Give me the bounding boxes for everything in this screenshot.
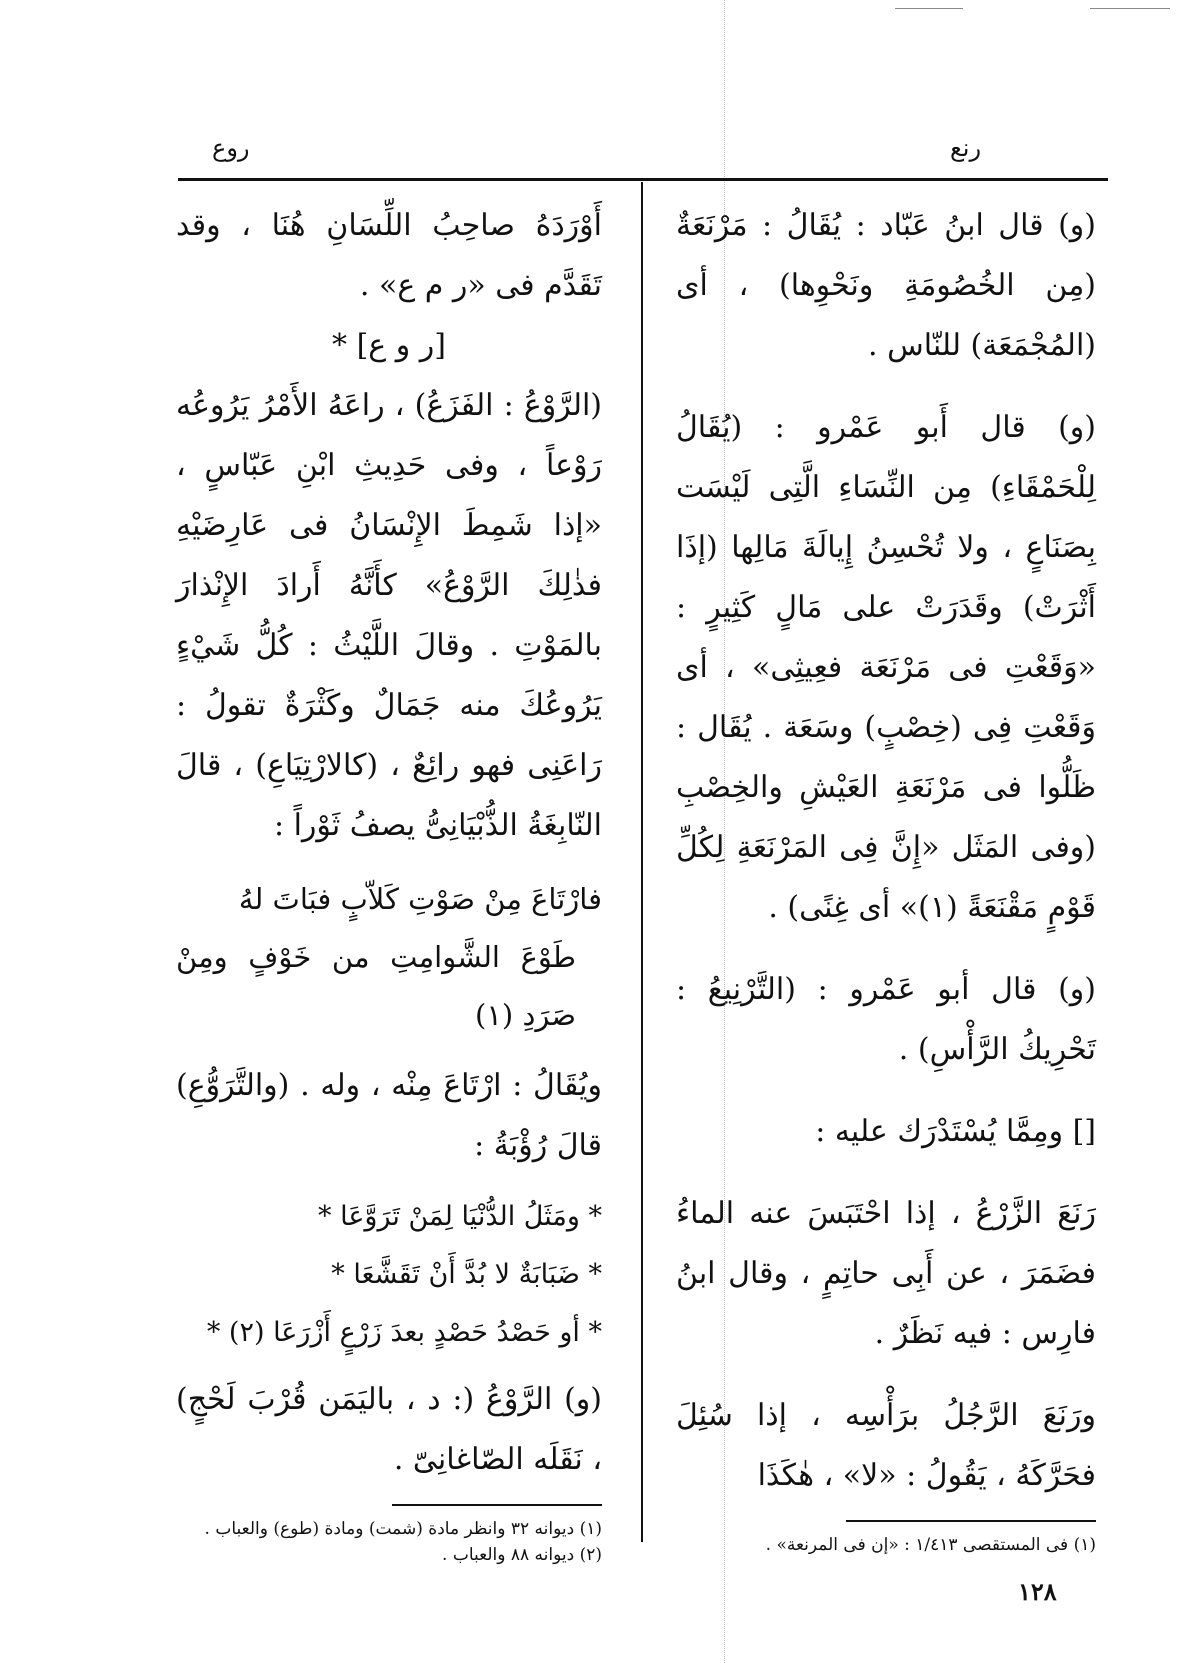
left-column <box>176 196 602 1568</box>
top-edge-line <box>1090 8 1170 9</box>
page-number: ١٢٨ <box>1018 1577 1057 1606</box>
right-paragraph: رَنَعَ الزَّرْعُ ، إذا احْتَبَسَ عنه الماءُ فضَمَرَ ، عن أَبِى حاتِمٍ ، وقال ابنُ فارِس : فيه نَظَرٌ . <box>676 1196 1096 1351</box>
verse-line: فارْتَاعَ مِنْ صَوْتِ كَلاّبٍ فبَاتَ لهُ <box>238 882 602 916</box>
right-paragraph: (و) قال ابنُ عَبّاد : يُقَالُ : مَرْنَعَةٌ (مِن الخُصُومَةِ ونَحْوِها) ، أى (المُجْمَعَة) للنّاس . <box>676 208 1096 363</box>
right-paragraph: ورَنَعَ الرَّجُلُ برَأْسِه ، إذا سُئِلَ فحَرَّكَهُ ، يَقُولُ : «لا» ، هٰكَذَا <box>676 1398 1096 1493</box>
rajaz-line: * ومَثَلُ الدُّنْيَا لِمَنْ تَرَوَّعَا * <box>318 1201 602 1232</box>
left-paragraph: ويُقَالُ : ارْتَاعَ مِنْه ، وله . (والتَّرَوُّعِ) قالَ رُؤْبَةُ : <box>176 1068 602 1163</box>
left-intro: أَوْرَدَهُ صاحِبُ اللِّسَانِ هُنَا ، وقد تَقَدَّم فى «ر م ع» . <box>176 208 602 303</box>
header-rule <box>178 178 1108 181</box>
right-paragraph: (و) قال أَبو عَمْرو : (يُقَالُ لِلْحَمْقَاءِ) مِن النِّسَاءِ الَّتِى لَيْسَت بِصَنَاعٍ ، ولا تُحْسِنُ إِيالَةَ مَالِها (إذَا أَثْرَتْ) وقَدَرَتْ على مَالٍ كَثِيرٍ : «وَقَعْتِ فى مَرْنَعَة فعِيثِى» ، أى وَقَعْتِ فِى (خِصْبٍ) وسَعَة . يُقَال : ظَلُّوا فى مَرْنَعَةِ العَيْشِ والخِصْبِ (وفى المَثَل «إِنَّ فِى المَرْنَعَةِ لِكُلِّ قَوْمٍ مَقْنَعَةً (١)» أى غِنًى) . <box>676 410 1096 925</box>
header-right-root: رنع <box>950 134 982 162</box>
right-column <box>676 196 1096 1558</box>
rajaz-line: * أو حَصْدُ حَصْدٍ بعدَ زَرْعٍ أَزْرَعَا (٢) * <box>206 1317 602 1348</box>
entry-heading: [ر و ع] * <box>332 328 446 363</box>
footnote: (١) فى المستقصى ١/٤١٣ : «إن فى المرنعة» . <box>765 1535 1096 1555</box>
right-paragraph: (و) قال أبو عَمْرو : (التَّرْنِيعُ : تَحْرِيكُ الرَّأْسِ) . <box>676 972 1096 1067</box>
top-edge-line <box>895 8 963 9</box>
footnote: (٢) ديوانه ٨٨ والعباب . <box>442 1545 602 1565</box>
rajaz-line: * ضَبَابَةٌ لا بُدَّ أَنْ تَقَشَّعَا * <box>331 1259 602 1290</box>
left-paragraph: (و) الرَّوْعُ (: د ، باليَمَن قُرْبَ لَحْجٍ) ، نَقَلَه الصّاغانِىّ . <box>176 1382 602 1477</box>
header-left-root: روع <box>212 134 250 162</box>
verse-line: طَوْعَ الشَّوامِتِ من خَوْفٍ ومِنْ صَرَدِ (١) <box>176 940 576 1032</box>
left-paragraph: (الرَّوْعُ : الفَزَعُ) ، راعَهُ الأَمْرُ يَرُوعُه رَوْعاً ، وفى حَدِيثِ ابْنِ عَبّاسٍ ، «إذا شَمِطَ الإِنْسَانُ فى عَارِضَيْهِ فذٰلِكَ الرَّوْعُ» كأَنَّهُ أَرادَ الإِنْذارَ بالمَوْتِ . وقالَ اللَّيْثُ : كُلُّ شَيْءٍ يَرُوعُكَ منه جَمَالٌ وكَثْرَةٌ تقولُ : رَاعَنِى فهو رائِعٌ ، (كالارْتِيَاعِ) ، قالَ النّابِغَةُ الذُّبْيَانِىُّ يصفُ ثَوْراً : <box>176 388 602 843</box>
istidrak-heading: [] ومِمَّا يُسْتَدْرَك عليه : <box>815 1114 1096 1149</box>
footnote: (١) ديوانه ٣٢ وانظر مادة (شمت) ومادة (طوع) والعباب . <box>204 1519 602 1539</box>
footnote-rule <box>846 1520 1096 1522</box>
column-divider <box>641 182 643 1542</box>
footnote-rule <box>392 1504 602 1506</box>
